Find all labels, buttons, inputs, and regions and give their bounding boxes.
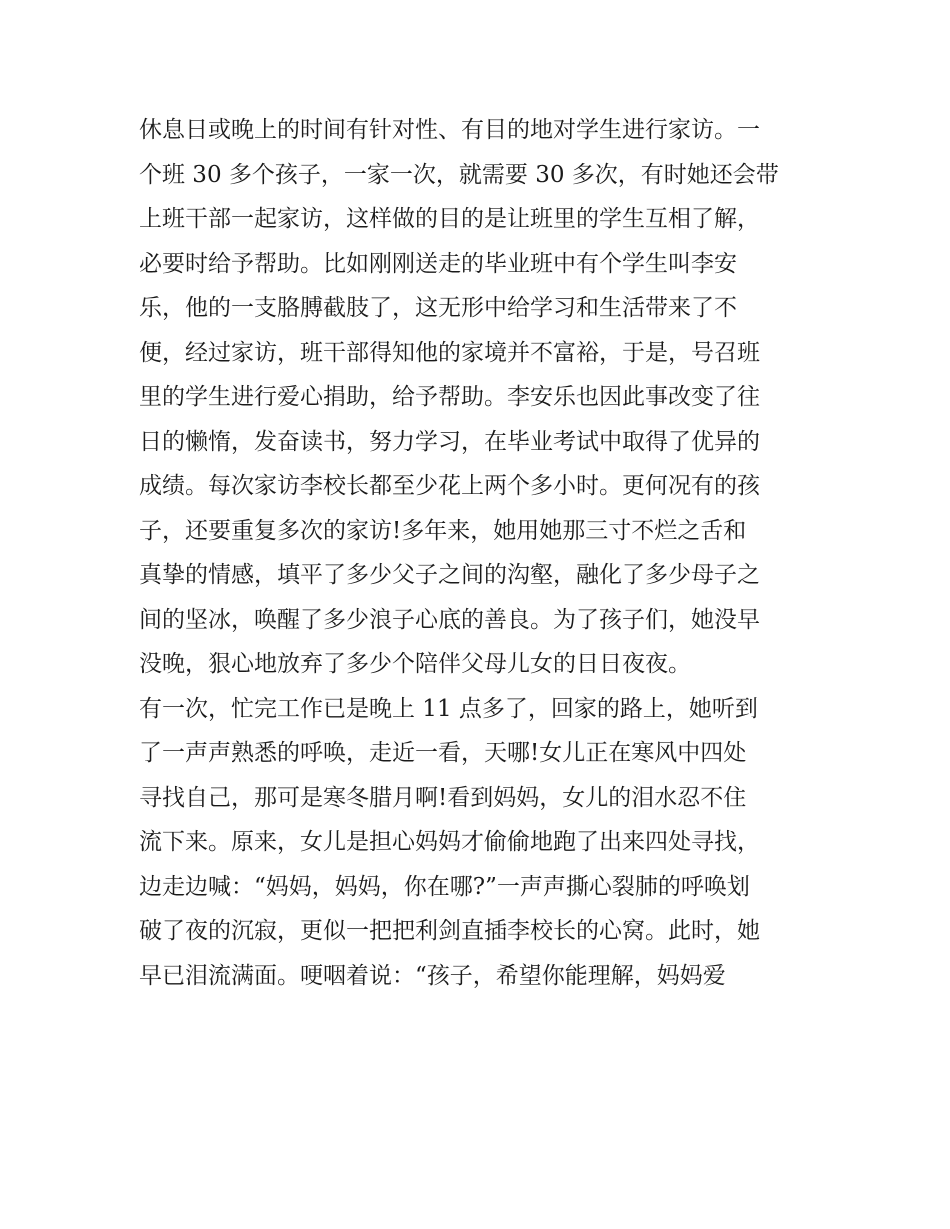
text-line-20: 早已泪流满面。哽咽着说：“孩子，希望你能理解，妈妈爱 [139,962,726,989]
text-line-8: 日的懒惰，发奋读书，努力学习，在毕业考试中取得了优异的 [139,428,760,455]
text-line-7: 里的学生进行爱心捐助，给予帮助。李安乐也因此事改变了往 [139,384,760,410]
text-line-2: 个班 30 多个孩子，一家一次，就需要 30 多次，有时她还会带 [139,161,779,188]
text-line-15: 了一声声熟悉的呼唤，走近一看，天哪!女儿正在寒风中四处 [139,740,747,766]
text-line-16: 寻找自己，那可是寒冬腊月啊!看到妈妈，女儿的泪水忍不住 [139,784,747,811]
text-line-14: 有一次，忙完工作已是晚上 11 点多了，回家的路上，她听到 [139,695,758,722]
text-line-13: 没晚，狠心地放弃了多少个陪伴父母儿女的日日夜夜。 [139,651,691,677]
text-line-4: 必要时给予帮助。比如刚刚送走的毕业班中有个学生叫李安 [139,250,737,277]
text-line-12: 间的坚冰，唤醒了多少浪子心底的善良。为了孩子们，她没早 [139,606,760,633]
text-line-6: 便，经过家访，班干部得知他的家境并不富裕，于是，号召班 [139,339,760,366]
text-line-11: 真挚的情感，填平了多少父子之间的沟壑，融化了多少母子之 [139,562,760,588]
text-line-19: 破了夜的沉寂，更似一把把利剑直插李校长的心窝。此时，她 [139,918,760,944]
text-line-5: 乐，他的一支胳膊截肢了，这无形中给学习和生活带来了不 [139,295,737,321]
text-line-10: 子，还要重复多次的家访!多年来，她用她那三寸不烂之舌和 [139,517,747,544]
text-line-3: 上班干部一起家访，这样做的目的是让班里的学生互相了解， [139,206,760,232]
text-line-9: 成绩。每次家访李校长都至少花上两个多小时。更何况有的孩 [139,473,760,499]
text-line-18: 边走边喊：“妈妈，妈妈，你在哪?”一声声撕心裂肺的呼唤划 [139,873,750,900]
body-text [139,108,839,998]
text-line-1: 休息日或晚上的时间有针对性、有目的地对学生进行家访。一 [139,117,760,143]
text-line-17: 流下来。原来，女儿是担心妈妈才偷偷地跑了出来四处寻找， [139,829,760,855]
